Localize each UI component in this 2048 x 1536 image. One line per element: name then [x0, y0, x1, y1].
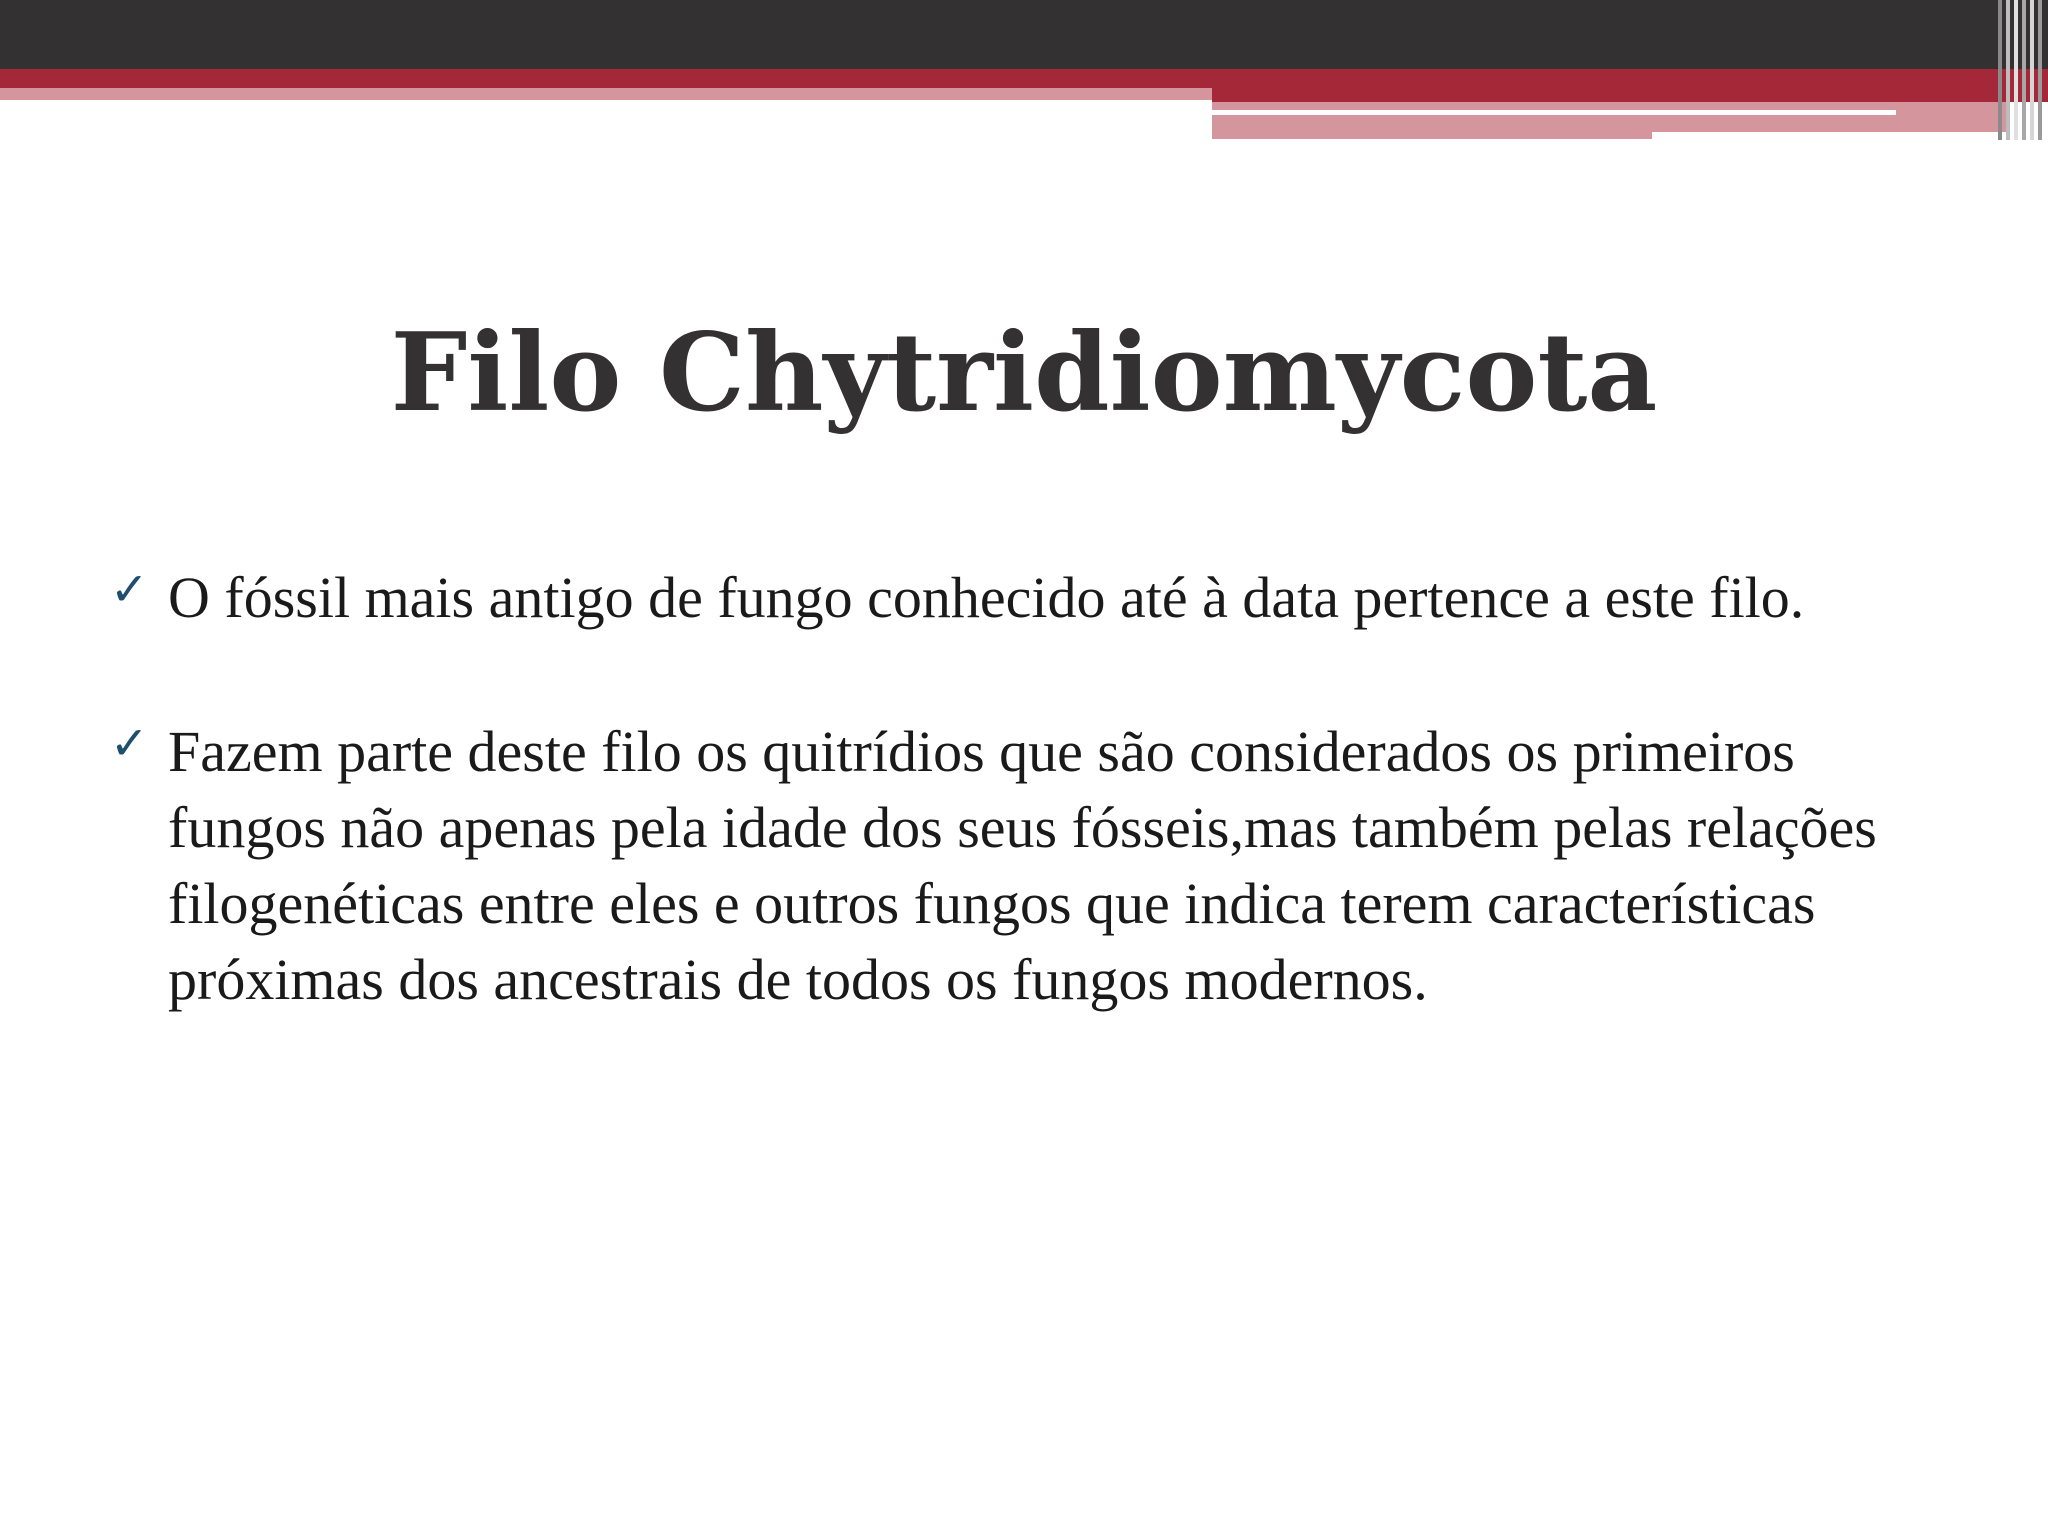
header-pink-bar-right-1 [1212, 102, 1896, 110]
bullet-text: O fóssil mais antigo de fungo conhecido até à data pertence a este filo. [168, 565, 1805, 630]
bullet-item [110, 714, 1910, 1018]
header-red-bar-right [1212, 88, 2048, 102]
header-pink-bar-right-2 [1212, 115, 1652, 139]
bullet-list [110, 560, 1910, 1096]
header-pink-bar-left [0, 88, 1212, 100]
edge-stripe [2038, 0, 2042, 140]
slide-title: Filo Chytridiomycota [390, 310, 1658, 436]
edge-stripe [2006, 0, 2010, 140]
header-pink-bar-right-3 [1652, 115, 2006, 132]
edge-stripe [1998, 0, 2002, 140]
checkmark-icon: ✓ [110, 562, 149, 616]
bullet-item [110, 560, 1910, 636]
header-red-bar [0, 69, 2048, 88]
edge-stripe [2014, 0, 2018, 140]
edge-stripe [2030, 0, 2034, 140]
edge-stripe [2022, 0, 2026, 140]
checkmark-icon: ✓ [110, 716, 149, 770]
edge-stripes [1996, 0, 2048, 140]
bullet-text: Fazem parte deste filo os quitrídios que são considerados os primeiros fungos não apenas pela idade dos seus fósseis,mas também pelas relações filogenéticas entre eles e outros fungos que indica terem características próximas dos ancestrais de todos os fungos modernos. [168, 719, 1877, 1012]
header-dark-bar [0, 0, 2048, 69]
